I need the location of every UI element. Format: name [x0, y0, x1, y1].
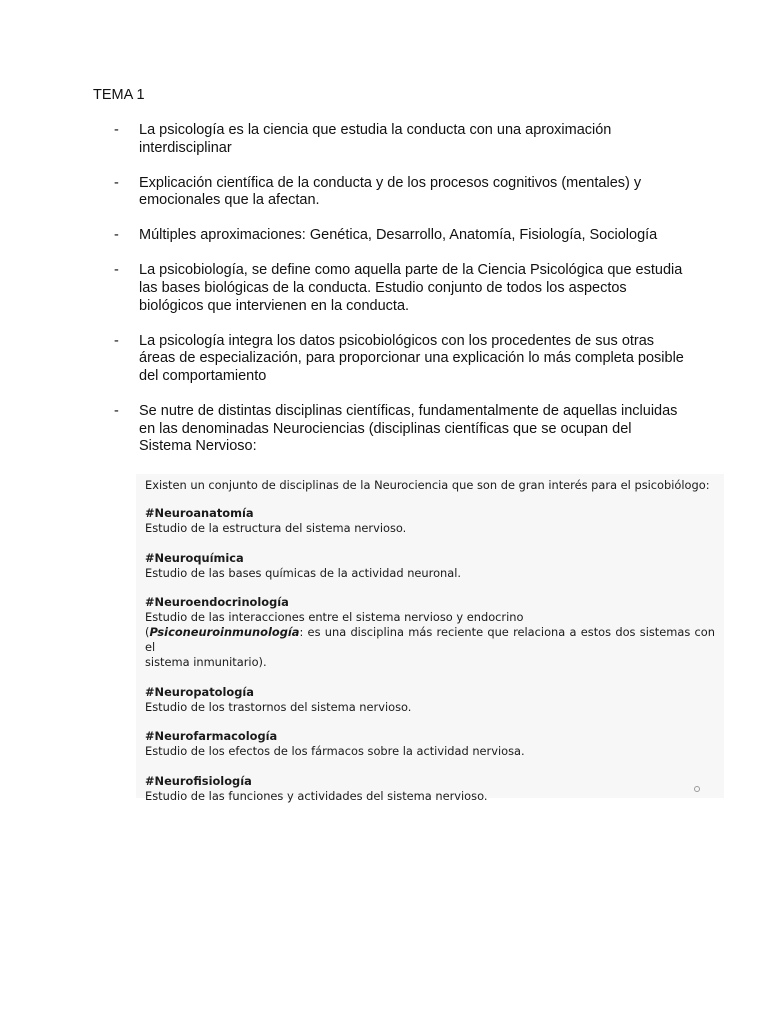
list-item	[114, 333, 694, 386]
discipline-heading: #Neuroquímica	[145, 550, 244, 565]
text-line: La psicología es la ciencia que estudia la conducta con una aproximación	[139, 122, 612, 138]
discipline-note-continued: sistema inmunitario).	[145, 655, 267, 669]
discipline-heading: #Neuroendocrinología	[145, 595, 289, 609]
text-line: Sistema Nervioso:	[139, 438, 257, 455]
text-line: del comportamiento	[139, 367, 267, 384]
note-text: : es una disciplina más reciente que relaciona a estos dos sistemas con el	[145, 625, 715, 654]
discipline-neuroquimica	[145, 551, 724, 581]
text-line: La psicobiología, se define como aquella parte de la Ciencia Psicológica que estudia	[139, 262, 683, 279]
list-item	[114, 262, 694, 315]
text-line: Explicación científica de la conducta y de los procesos cognitivos (mentales) y	[139, 174, 642, 191]
discipline-description: Estudio de los trastornos del sistema nervioso.	[145, 699, 412, 714]
bullet-marker: -	[114, 174, 119, 191]
discipline-heading: #Neuropatología	[145, 684, 254, 699]
bullet-marker: -	[114, 332, 119, 349]
discipline-neurofisiologia	[145, 774, 724, 804]
text-line: interdisciplinar	[139, 139, 232, 156]
text-line: emocionales que la afectan.	[139, 192, 320, 209]
bullet-marker: -	[114, 262, 119, 279]
discipline-description: Estudio de las bases químicas de la actividad neuronal.	[145, 565, 462, 580]
discipline-description: Estudio de las funciones y actividades del sistema nervioso.	[145, 788, 488, 803]
bullet-text	[139, 333, 694, 386]
list-item	[114, 175, 694, 210]
dot-mark	[694, 786, 700, 792]
discipline-note	[145, 625, 715, 655]
discipline-neuropatologia	[145, 685, 724, 715]
bullet-marker: -	[114, 403, 119, 420]
page-title: TEMA 1	[93, 87, 145, 103]
text-line: Se nutre de distintas disciplinas científicas, fundamentalmente de aquellas incluidas	[139, 403, 678, 420]
discipline-description: Estudio de la estructura del sistema nervioso.	[145, 521, 407, 535]
discipline-heading: #Neurofisiología	[145, 773, 252, 788]
text-line: áreas de especialización, para proporcionar una explicación lo más completa posible	[139, 350, 684, 367]
discipline-neuroendocrinologia	[145, 595, 724, 670]
panel-intro: Existen un conjunto de disciplinas de la Neurociencia que son de gran interés para el psicobiólogo:	[145, 478, 710, 492]
text-line: Múltiples aproximaciones: Genética, Desarrollo, Anatomía, Fisiología, Sociología	[139, 227, 658, 244]
bullet-marker: -	[114, 122, 119, 138]
list-item	[114, 227, 694, 245]
bullet-text	[139, 122, 694, 157]
bullet-text	[139, 175, 694, 210]
bullet-text	[139, 403, 694, 456]
bullet-list	[114, 122, 694, 473]
text-line: biológicos que intervienen en la conducta.	[139, 297, 410, 314]
discipline-description: Estudio de los efectos de los fármacos sobre la actividad nerviosa.	[145, 744, 525, 758]
bullet-text	[139, 262, 694, 315]
discipline-neurofarmacologia	[145, 729, 724, 759]
list-item	[114, 403, 694, 456]
text-line: las bases biológicas de la conducta. Estudio conjunto de todos los aspectos	[139, 280, 627, 297]
note-open-paren: (	[145, 625, 150, 639]
note-term: Psiconeuroinmunología	[149, 625, 300, 639]
neurosciences-image-panel	[136, 474, 724, 803]
list-item	[114, 122, 694, 157]
bullet-marker: -	[114, 227, 119, 244]
text-line: en las denominadas Neurociencias (disciplinas científicas que se ocupan del	[139, 420, 632, 437]
bullet-text	[139, 227, 694, 245]
discipline-description: Estudio de las interacciones entre el sistema nervioso y endocrino	[145, 610, 524, 624]
text-line: La psicología integra los datos psicobiológicos con los procedentes de sus otras	[139, 332, 655, 349]
discipline-neuroanatomia	[145, 506, 724, 536]
discipline-heading: #Neuroanatomía	[145, 506, 254, 520]
discipline-heading: #Neurofarmacología	[145, 729, 278, 743]
